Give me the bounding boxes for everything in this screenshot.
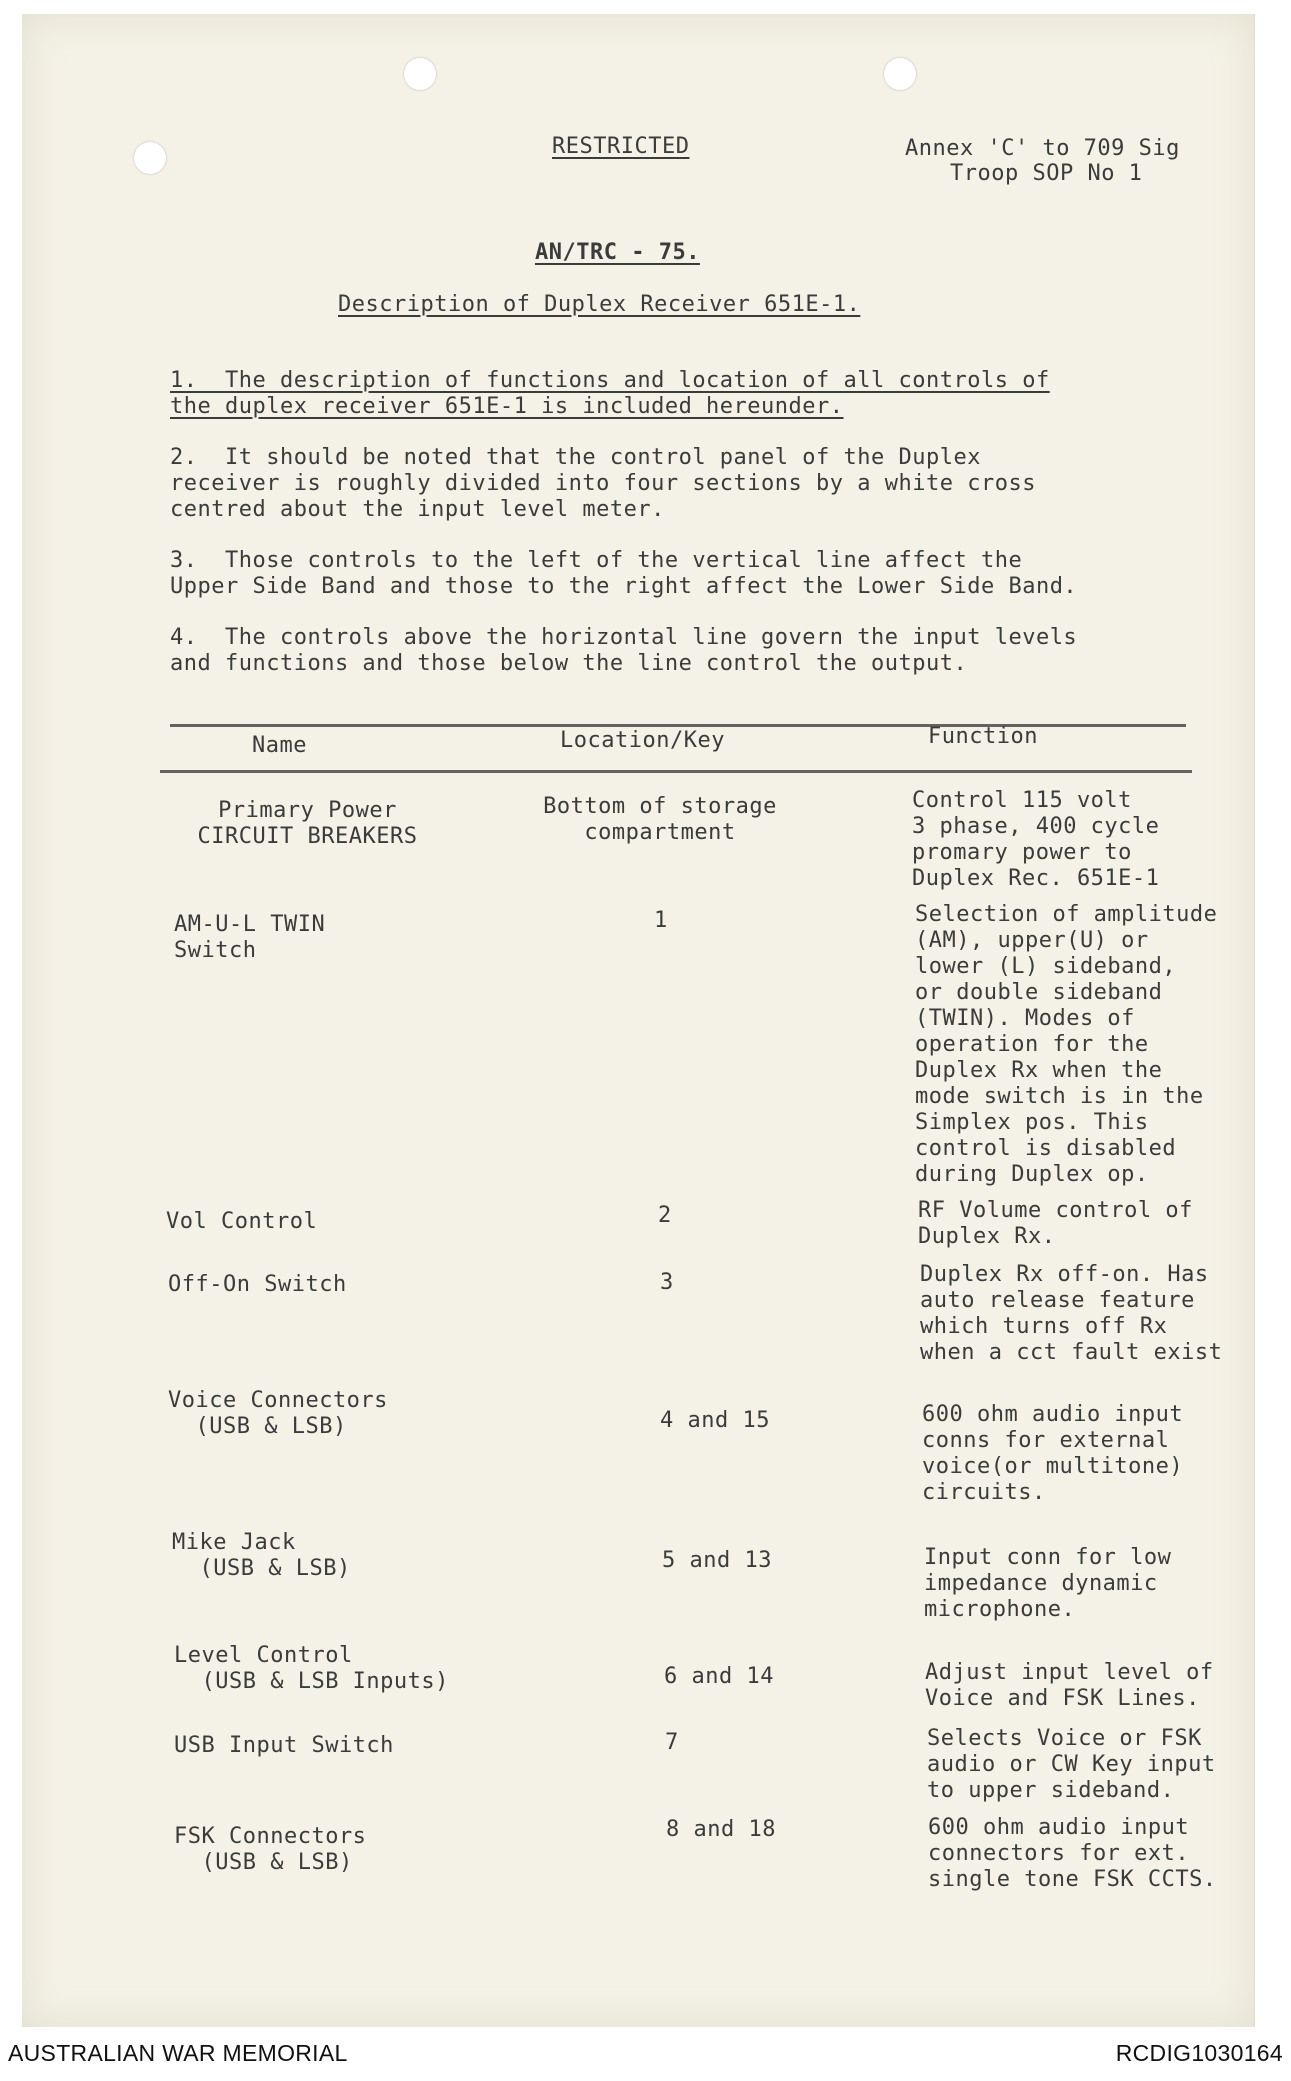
row-function: conns for external [922,1428,1170,1453]
table-header-rule [160,770,1192,773]
row-name: Level Control [174,1643,353,1668]
row-function: Selects Voice or FSK [927,1726,1202,1751]
punch-hole [884,58,916,90]
row-name: Voice Connectors [168,1388,388,1413]
row-name: AM-U-L TWIN [174,912,326,937]
row-location: 7 [665,1730,679,1755]
row-name: (USB & LSB) [172,1556,351,1581]
paragraph-line: 1. The description of functions and location of all controls of [170,368,1050,393]
row-function: control is disabled [915,1136,1177,1161]
row-function: operation for the [915,1032,1149,1057]
row-name: (USB & LSB) [174,1850,353,1875]
document-title: AN/TRC - 75. [535,240,700,265]
row-function: auto release feature [920,1288,1195,1313]
row-location: 8 and 18 [666,1817,776,1842]
row-function: Duplex Rx off-on. Has [920,1262,1209,1287]
paragraph-line: 2. It should be noted that the control panel of the Duplex [170,445,981,470]
paragraph-line: centred about the input level meter. [170,497,665,522]
row-function: promary power to [912,840,1132,865]
row-function: circuits. [922,1480,1046,1505]
row-function: during Duplex op. [915,1162,1149,1187]
classification-marking: RESTRICTED [552,134,690,159]
row-function: Duplex Rx. [918,1224,1056,1249]
row-location: compartment [584,820,736,845]
row-function: 600 ohm audio input [928,1815,1190,1840]
row-function: Duplex Rec. 651E-1 [912,866,1160,891]
row-name: Off-On Switch [168,1272,347,1297]
row-function: audio or CW Key input [927,1752,1216,1777]
column-header-location: Location/Key [560,728,725,753]
row-function: to upper sideband. [927,1778,1175,1803]
row-function: Simplex pos. This [915,1110,1149,1135]
row-name: Primary Power [218,798,397,823]
row-function: Adjust input level of [925,1660,1214,1685]
paragraph-line: and functions and those below the line control the output. [170,651,968,676]
row-function: connectors for ext. [928,1841,1190,1866]
column-header-function: Function [928,724,1038,749]
row-function: Duplex Rx when the [915,1058,1163,1083]
paragraph-line: 3. Those controls to the left of the vertical line affect the [170,548,1023,573]
row-location: 5 and 13 [662,1548,772,1573]
row-function: RF Volume control of [918,1198,1193,1223]
paragraph-line: 4. The controls above the horizontal line govern the input levels [170,625,1078,650]
row-name: (USB & LSB Inputs) [174,1669,449,1694]
row-name: Mike Jack [172,1530,296,1555]
paragraph-line: Upper Side Band and those to the right affect the Lower Side Band. [170,574,1078,599]
row-function: (AM), upper(U) or [915,928,1149,953]
annex-reference-line-1: Annex 'C' to 709 Sig [905,136,1180,161]
row-function: Input conn for low [924,1545,1172,1570]
row-function: which turns off Rx [920,1314,1168,1339]
row-function: Voice and FSK Lines. [925,1686,1200,1711]
archive-credit: AUSTRALIAN WAR MEMORIAL [8,2040,348,2066]
row-name: Switch [174,938,257,963]
row-function: 3 phase, 400 cycle [912,814,1160,839]
row-function: lower (L) sideband, [915,954,1177,979]
row-function: voice(or multitone) [922,1454,1184,1479]
punch-hole [404,58,436,90]
punch-hole [134,142,166,174]
row-location: Bottom of storage [543,794,777,819]
row-name: FSK Connectors [174,1824,367,1849]
row-function: Control 115 volt [912,788,1132,813]
row-function: (TWIN). Modes of [915,1006,1135,1031]
row-location: 3 [660,1270,674,1295]
row-function: single tone FSK CCTS. [928,1867,1217,1892]
archive-reference-id: RCDIG1030164 [1115,2040,1283,2066]
row-location: 2 [658,1203,672,1228]
row-name: (USB & LSB) [168,1414,347,1439]
paragraph-line: receiver is roughly divided into four sections by a white cross [170,471,1036,496]
row-function: or double sideband [915,980,1163,1005]
row-location: 4 and 15 [660,1408,770,1433]
row-function: Selection of amplitude [915,902,1218,927]
row-location: 1 [654,908,668,933]
paragraph-line: the duplex receiver 651E-1 is included hereunder. [170,394,844,419]
column-header-name: Name [252,733,307,758]
row-name: CIRCUIT BREAKERS [197,824,418,849]
row-name: Vol Control [166,1209,318,1234]
row-function: 600 ohm audio input [922,1402,1184,1427]
document-subtitle: Description of Duplex Receiver 651E-1. [338,292,861,317]
annex-reference-line-2: Troop SOP No 1 [950,161,1143,186]
row-function: impedance dynamic [924,1571,1158,1596]
row-function: when a cct fault exist [920,1340,1223,1365]
row-function: mode switch is in the [915,1084,1204,1109]
row-name: USB Input Switch [174,1733,394,1758]
row-location: 6 and 14 [664,1664,774,1689]
row-function: microphone. [924,1597,1076,1622]
